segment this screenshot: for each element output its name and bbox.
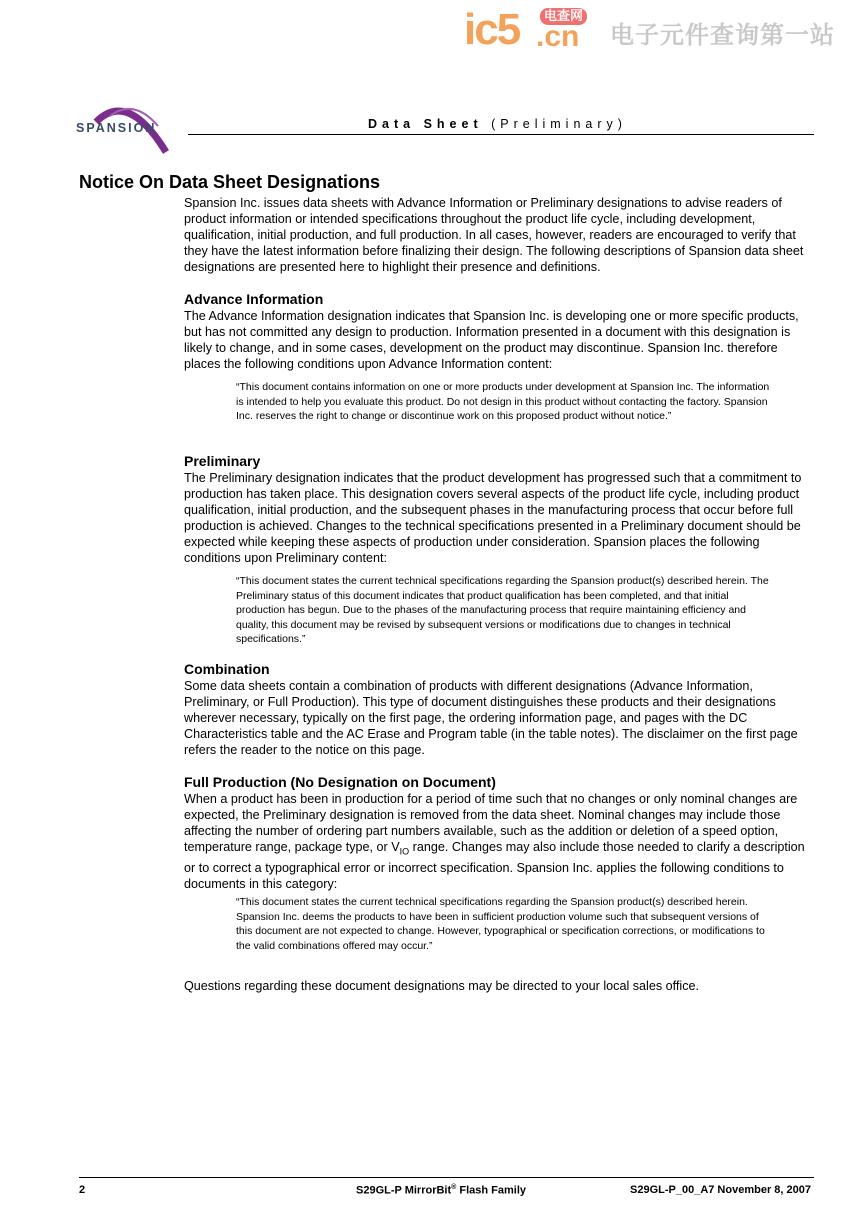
full-production-quote: “This document states the current technical specifications regarding the Spansion product(s) described herein. Spansion Inc. deems the products to have been in sufficient production volume such that subsequent versions of this document are not expected to change. However, typographical or specification corrections, or modifications to the valid combinations offered may occur.” <box>236 896 765 952</box>
advance-heading: Advance Information <box>184 291 324 307</box>
footer-product: S29GL-P MirrorBit® Flash Family <box>356 1184 527 1197</box>
header-divider <box>188 134 814 135</box>
preliminary-quote: “This document states the current technical specifications regarding the Spansion product(s) described herein. The Preliminary status of this document indicates that product qualification has been completed, and that initial production has begun. Due to the phases of the manufacturing process that require maintaining efficiency and quality, this document may be revised by subsequent versions or modifications due to changes in technical specifications.” <box>236 575 769 646</box>
full-production-heading: Full Production (No Designation on Document) <box>184 774 496 790</box>
preliminary-heading: Preliminary <box>184 453 261 469</box>
closing-text: Questions regarding these document designations may be directed to your local sales office. <box>184 979 700 993</box>
watermark-domain: .cn <box>536 20 580 53</box>
header-title <box>368 117 627 131</box>
header-status: (Preliminary) <box>491 117 627 131</box>
logo-text: SPANSION <box>76 121 157 135</box>
watermark-badge: 电查网 <box>540 8 587 25</box>
watermark <box>462 6 862 56</box>
spansion-logo <box>76 96 184 154</box>
header-doc-type: Data Sheet <box>368 117 483 131</box>
combination-heading: Combination <box>184 661 270 677</box>
page-title: Notice On Data Sheet Designations <box>79 172 381 192</box>
watermark-slogan: 电子元件查询第一站 <box>610 21 835 49</box>
advance-body: The Advance Information designation indicates that Spansion Inc. is developing one or more specific products, but has not committed any design to production. Information presented in a document with this designation is likely to change, and in some cases, development on the product may discontinue. Spansion Inc. therefore places the following conditions upon Advance Information content: <box>184 309 799 371</box>
advance-quote: “This document contains information on one or more products under development at Spansion Inc. The information is intended to help you evaluate this product. Do not design in this product without contacting the factory. Spansion Inc. reserves the right to change or discontinue work on this proposed product without notice.” <box>236 381 770 423</box>
full-production-body: When a product has been in production for a period of time such that no changes or only nominal changes are expected, the Preliminary designation is removed from the data sheet. Nominal changes may include those affecting the number of ordering part numbers available, such as the addition or deletion of a speed option, temperature range, package type, or $V_{IO}$ range. Changes may also include those needed to clarify a description or to correct a typographical error or incorrect specification. Spansion Inc. applies the following conditions to documents in this category: <box>184 792 805 891</box>
combination-section <box>184 661 814 758</box>
watermark-logo: ic5 <box>464 5 520 54</box>
page-number: 2 <box>79 1184 86 1196</box>
full-production-section <box>184 774 814 892</box>
footer-doc-id: S29GL-P_00_A7 November 8, 2007 <box>630 1184 811 1196</box>
combination-body: Some data sheets contain a combination of products with different designations (Advance Information, Preliminary, or Full Production). This type of document distinguishes these products and their designations wherever necessary, typically on the first page, the ordering information page, and pages with the DC Characteristics table and the AC Erase and Program table (in the table notes). The disclaimer on the first page refers the reader to the notice on this page. <box>184 679 798 757</box>
preliminary-section <box>184 453 814 566</box>
intro-section <box>184 195 814 275</box>
footer-divider <box>79 1177 814 1178</box>
intro-text: Spansion Inc. issues data sheets with Advance Information or Preliminary designations to advise readers of product information or intended specifications throughout the product life cycle, including development, qualification, initial production, and full production. In all cases, however, readers are encouraged to verify that they have the latest information before finalizing their design. The following descriptions of Spansion data sheet designations are presented here to highlight their presence and definitions. <box>184 196 804 274</box>
preliminary-body: The Preliminary designation indicates that the product development has progressed such that a commitment to production has taken place. This designation covers several aspects of the product life cycle, including product qualification, initial production, and the subsequent phases in the manufacturing process that occur before full production is achieved. Changes to the technical specifications presented in a Preliminary document should be expected while keeping these aspects of production under consideration. Spansion places the following conditions upon Preliminary content: <box>184 471 802 565</box>
advance-section <box>184 291 814 372</box>
